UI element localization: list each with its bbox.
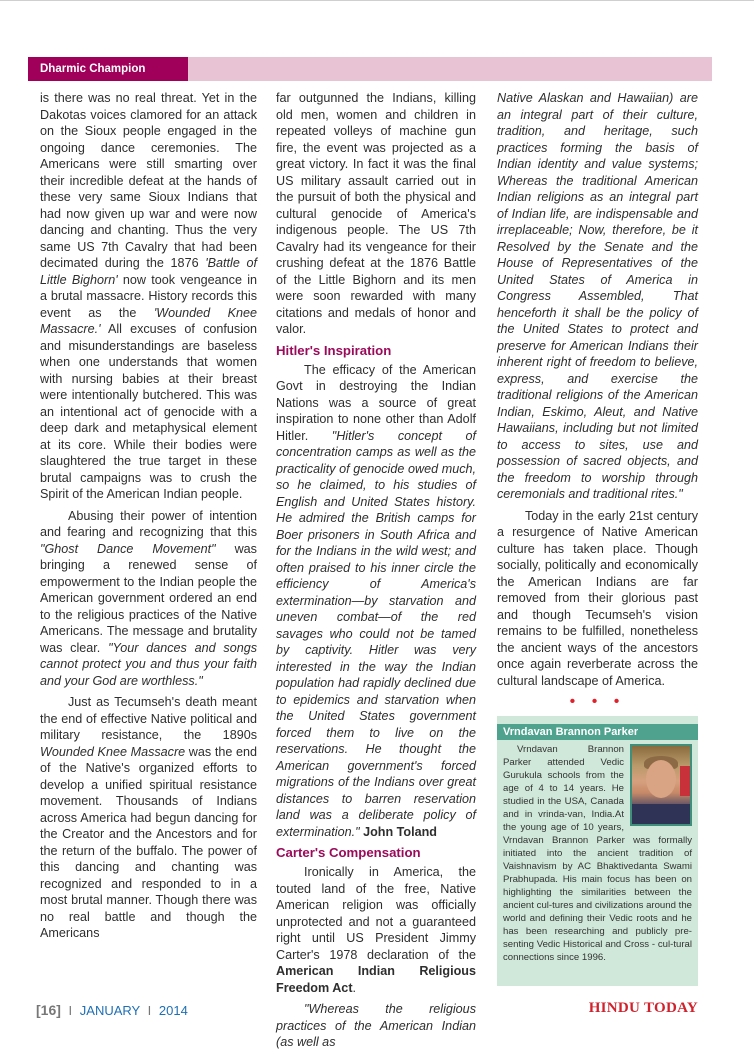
section-header-bar (28, 57, 712, 81)
paragraph: Abusing their power of intention and fearing and recognizing that this "Ghost Dance Movement" was bringing a renewed sense of empowerment to the Indian people the American government ordered an end to the religious practices of the Native Americans. The message and brutality was clear. "Your dances and songs cannot protect you and thus your faith and your God are worthless." (40, 508, 257, 688)
end-mark-dots: • • • (569, 693, 626, 710)
divider: I (68, 1003, 73, 1018)
top-border-line (0, 0, 754, 1)
author-bio-text: Vrndavan Brannon Parker attended Vedic Gurukula schools from the age of 4 to 14 years. He studied in the USA, Canada and in vrinda-van, India.At the young age of 10 years, Vrndavan Brannon Parker was formally initiated into the ancient tradition of Vaishnavism by AC Bhaktivedanta Swami Prabhupada. His main focus has been on highlighting the similarities between the ancient cul-tures and civilizations around the world and defining their Vedic roots and he has been researching and publicly pre-senting Vedic Historical and Cross - cul-tural connections since 1996. (503, 744, 692, 963)
subheading-hitlers-inspiration: Hitler's Inspiration (276, 342, 392, 358)
issue-month: JANUARY (79, 1003, 140, 1018)
paragraph: far outgunned the Indians, killing old men, women and children in repeated volleys of machine gun fire, the event was projected as a great victory. In fact it was the final US military assault carried out in the pursuit of both the physical and cultural genocide of America's indigenous people. The US 7th Cavalry had its vengeance for their crushing defeat at the 1876 Battle of the Little Bighorn and its men were soon rewarded with many citations and medals of honor and valor. (276, 91, 476, 336)
subheading-carters-compensation: Carter's Compensation (276, 845, 421, 860)
divider: I (147, 1003, 152, 1018)
issue-year: 2014 (158, 1003, 188, 1018)
magazine-brand: HINDU TODAY (588, 1000, 698, 1016)
paragraph: Native Alaskan and Hawaiian) are an integral part of their culture, tradition, and heritage, such practices forming the basis of Indian identity and value systems; Whereas the traditional American Indian religions as an integral part of Indian life, are indispensable and irreplaceable; Now, therefore, be it Resolved by the Senate and the House of Representatives of the United States of America in Congress Assembled, That henceforth it shall be the policy of the United States to protect and preserve for American Indians their inherent right of freedom to believe, express, and exercise the traditional religions of the American Indian, Eskimo, Aleut, and Native Hawaiians, including but not limited to access to sites, use and possession of sacred objects, and the freedom to worship through ceremonials and traditional rites." (497, 91, 698, 501)
article-column-2 (276, 90, 476, 1051)
author-bio-box (497, 716, 698, 986)
paragraph: Ironically in America, the touted land of the free, Native American religion was officially unprotected and not a guaranteed right until US President Jimmy Carter's 1978 declaration of the American Indian Religious Freedom Act. (276, 865, 476, 995)
author-photo (630, 744, 692, 826)
page-number: [16] (36, 1002, 61, 1018)
paragraph: is there was no real threat. Yet in the Dakotas voices clamored for an attack on the Sioux people engaged in the ongoing dance ceremonies. The Americans were still smarting over their incredible defeat at the hands of these very same Sioux Indians that had now given up war and were now dancing and chanting. Thus the very same US 7th Cavalry that had been decimated during the 1876 'Battle of Little Bighorn' now took vengeance in a brutal massacre. History records this event as the 'Wounded Knee Massacre.' All excuses of confusion and misunderstandings are baseless when one understands that women with nursing babies at their breast were intentionally butchered. This was an intentional act of genocide with a deep dark and metaphysical element at its core. While their bodies were slaughtered the true target in these brutal campaigns was to crush the Spirit of the American Indian people. (40, 91, 257, 501)
article-column-3 (497, 90, 698, 709)
paragraph: Today in the early 21st century a resurgence of Native American culture has taken place. Though socially, politically and economically the American Indians are far removed from their glorious past and though Tecumseh's vision remains to be fulfilled, nonetheless the ancient ways of the ancestors once again reverberate across the cultural landscape of America. (497, 508, 698, 688)
paragraph: The efficacy of the American Govt in destroying the Indian Nations was a source of great inspiration to none other than Adolf Hitler. "Hitler's concept of concentration camps as well as the practicality of genocide owed much, so he claimed, to his studies of English and United States history. He admired the British camps for Boer prisoners in South Africa and for the Indians in the wild west; and often praised to his inner circle the efficiency of America's extermination—by starvation and uneven combat—of the red savages who could not be tamed by captivity. Hitler was very interested in the way the Indian population had rapidly declined due to epidemics and starvation when the United States government forced them to live on the reservations. He thought the American government's forced migrations of the Indians over great distances to barren reservation land was a deliberate policy of extermination." John Toland (276, 362, 476, 839)
section-label: Dharmic Champion (28, 57, 188, 81)
author-name: Vrndavan Brannon Parker (497, 724, 698, 740)
page-footer-info (36, 1002, 188, 1018)
paragraph: Just as Tecumseh's death meant the end of effective Native political and military resistance, the 1890s Wounded Knee Massacre was the end of the Native's organized efforts to develop a unified spiritual resistance movement. Thousands of Indians across America had begun dancing for the Creator and the Ancestors and for the return of the buffalo. The power of this dancing and chanting was recognized and responded to in a most brutal manner. Though there was no real battle and though the Americans (40, 695, 257, 940)
paragraph: "Whereas the religious practices of the American Indian (as well as (276, 1002, 476, 1049)
article-column-1 (40, 90, 257, 942)
